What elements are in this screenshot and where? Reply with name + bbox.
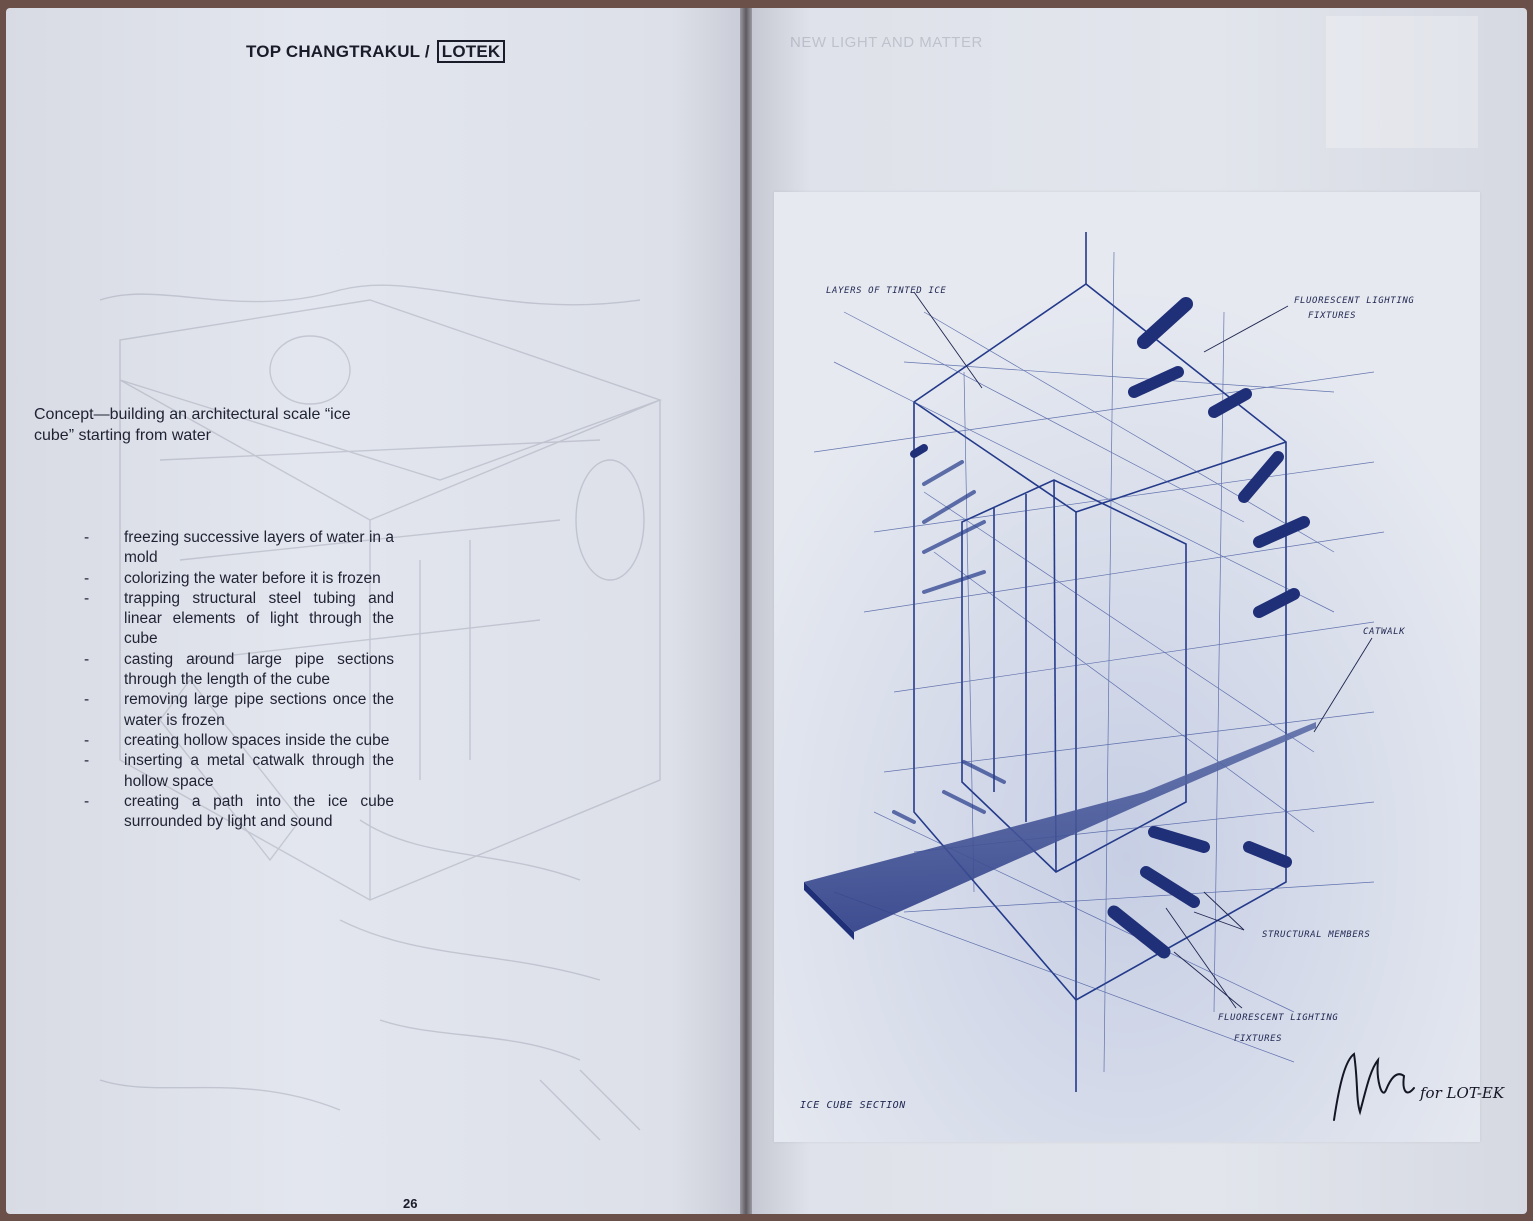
ice-cube-section-drawing: [774, 192, 1480, 1142]
list-item: [84, 569, 394, 589]
annotation-fluorescent-top: FLUORESCENT LIGHTING: [1294, 296, 1415, 306]
book-gutter: [740, 8, 752, 1214]
annotation-fluorescent-bottom: FLUORESCENT LIGHTING: [1218, 1013, 1339, 1023]
list-item: [84, 690, 394, 731]
bullet-dash: -: [84, 569, 90, 587]
list-item-text: creating hollow spaces inside the cube: [124, 731, 390, 749]
list-item: [84, 650, 394, 691]
bullet-dash: -: [84, 691, 90, 709]
bullet-dash: -: [84, 650, 90, 668]
bullet-dash: -: [84, 792, 90, 810]
bullet-dash: -: [84, 752, 90, 770]
list-item-text: creating a path into the ice cube surrounded by light and sound: [124, 792, 394, 831]
drawing-title: ICE CUBE SECTION: [800, 1100, 906, 1111]
list-item-text: freezing successive layers of water in a mold: [124, 529, 394, 567]
signature-text: for LOT-EK: [1420, 1084, 1505, 1102]
annotation-catwalk: CATWALK: [1363, 627, 1406, 637]
list-item-text: colorizing the water before it is frozen: [124, 569, 381, 587]
show-through-heading: NEW LIGHT AND MATTER: [790, 34, 983, 51]
process-list: [84, 528, 394, 832]
list-item-text: casting around large pipe sections through the length of the cube: [124, 650, 394, 689]
bullet-dash: -: [84, 529, 90, 546]
list-item: [84, 589, 394, 650]
list-item: [84, 731, 394, 751]
bullet-dash: -: [84, 731, 90, 749]
bullet-dash: -: [84, 589, 90, 607]
page-number: 26: [403, 1196, 418, 1211]
author-name: TOP CHANGTRAKUL /: [246, 42, 430, 61]
list-item-text: trapping structural steel tubing and linear elements of light through the cube: [124, 589, 394, 648]
list-item: [84, 751, 394, 792]
page-header: [246, 42, 505, 62]
firm-name-boxed: LOTEK: [437, 40, 506, 63]
list-item-text: inserting a metal catwalk through the hollow space: [124, 752, 394, 790]
annotation-structural-members: STRUCTURAL MEMBERS: [1262, 930, 1371, 940]
list-item-text: removing large pipe sections once the water is frozen: [124, 691, 394, 729]
concept-statement: Concept—building an architectural scale “ice cube” starting from water: [34, 406, 351, 444]
annotation-fixtures-bottom: FIXTURES: [1234, 1034, 1283, 1044]
drawing-haze: [774, 192, 1480, 1142]
annotation-fixtures-top: FIXTURES: [1308, 311, 1357, 321]
annotation-layers-of-tinted-ice: LAYERS OF TINTED ICE: [826, 286, 947, 296]
list-item: [84, 792, 394, 833]
list-item: [84, 528, 394, 569]
